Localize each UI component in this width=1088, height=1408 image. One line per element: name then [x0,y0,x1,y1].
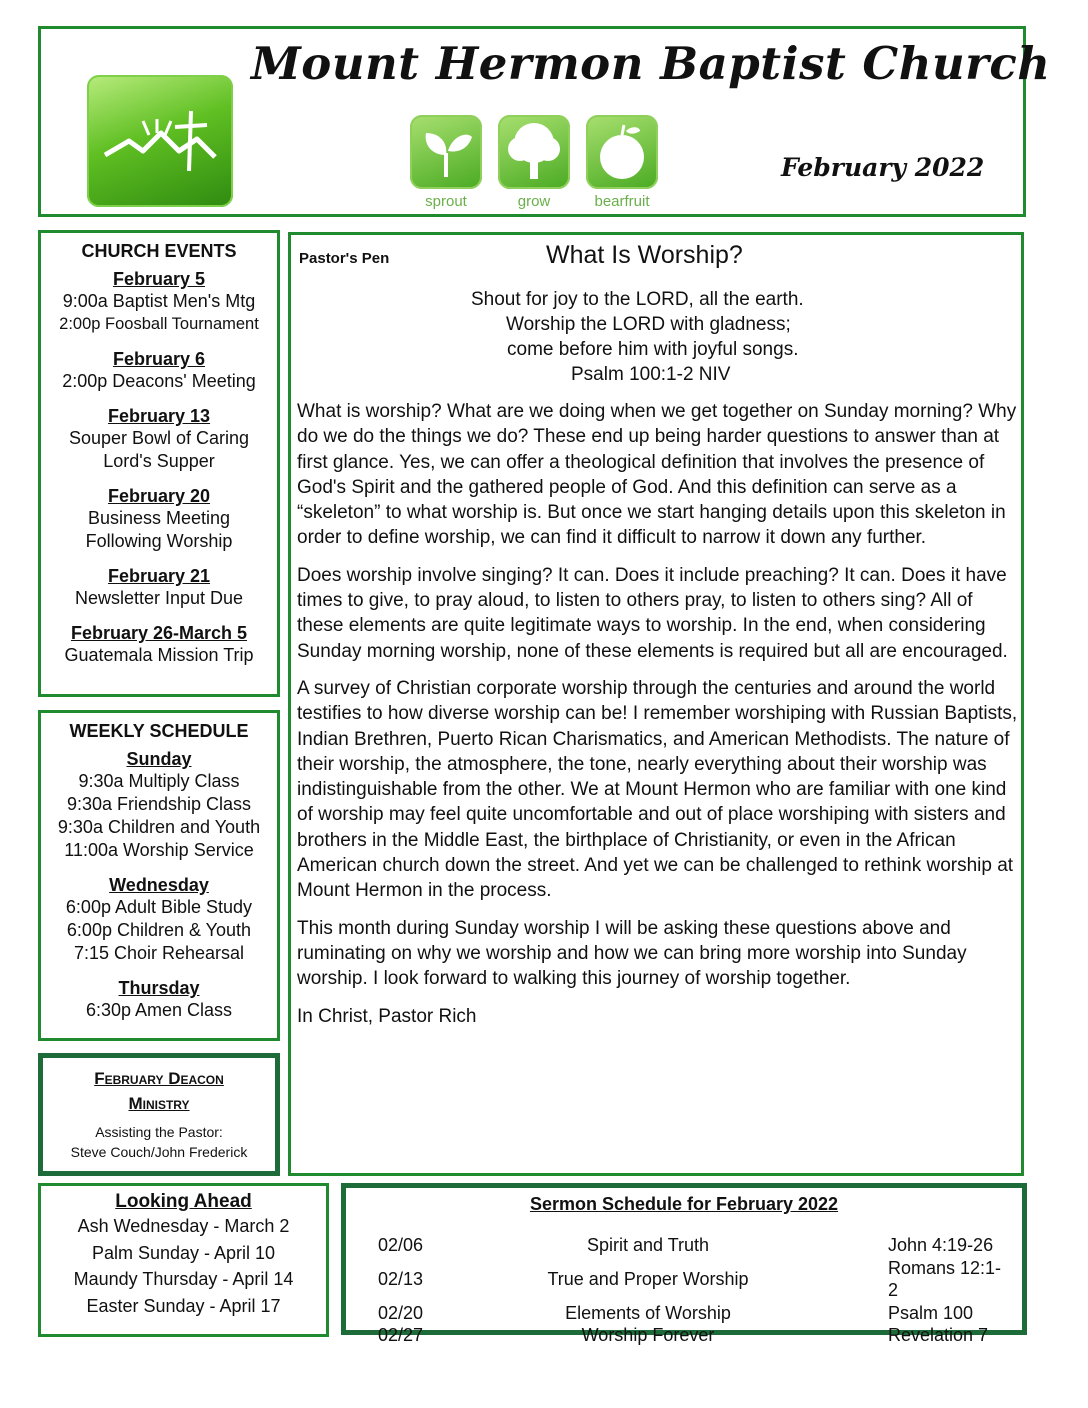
deacon-ministry-panel [38,1053,280,1176]
event-item: 9:00a Baptist Men's Mtg [62,291,256,311]
weekly-schedule-panel [38,710,280,1041]
schedule-item: 11:00a Worship Service [64,840,254,860]
article-paragraph: What is worship? What are we doing when we get together on Sunday morning? Why do we do the things we do? These end up being harder questions to answer than at first glance. Yes, we can offer a theological definition that involves the presence of God's Spirit and the gathered people of God. And this definition can serve as a “skeleton” to what worship is. But once we start hanging details upon this skeleton in order to define worship, we can find it difficult to narrow it down any further. [297,401,1017,549]
verse-reference: Psalm 100:1-2 NIV [571,364,731,385]
table-row [378,1324,1006,1347]
sermon-schedule-title: Sermon Schedule for February 2022 [529,1194,839,1214]
event-date: February 26-March 5 [70,623,248,643]
badge-label-grow: grow [517,193,551,210]
church-logo [87,75,233,207]
newsletter-header [38,26,1051,217]
weekly-schedule-title: WEEKLY SCHEDULE [69,721,249,741]
verse-line: come before him with joyful songs. [507,339,799,360]
looking-ahead-item: Easter Sunday - April 17 [86,1295,281,1316]
sermon-date: 02/13 [378,1268,424,1289]
article-paragraph: A survey of Christian corporate worship through the centuries and around the world testifies to how diverse worship can be! I remember worshiping with Russian Baptists, Indian Brethren, Puerto Rican Charismatics, and American Methodists. The nature of their worship, the atmosphere, the tone, nearly everything about their worship was indistinguishable from the other. We at Mount Hermon who are familiar with one kind of worship may feel quite uncomfortable and out of place worshiping with sisters and brothers in the Middle East, the birthplace of Christianity, or even in the African American church down the street. And yet we can be challenged to rethink worship at Mount Hermon in the process. [297,677,1018,902]
sermon-reference: Psalm 100 [888,1302,974,1323]
sermon-schedule-panel [341,1183,1027,1345]
badge-label-sprout: sprout [425,193,467,210]
church-name: Mount Hermon Baptist Church [251,37,1051,90]
event-item: Guatemala Mission Trip [64,645,254,665]
schedule-item: 6:00p Children & Youth [66,920,252,940]
schedule-item: 9:30a Multiply Class [78,771,240,791]
mountain-cross-icon [87,75,233,207]
schedule-item: 9:30a Friendship Class [66,794,252,814]
event-date: February 13 [107,406,211,426]
article-signature: In Christ, Pastor Rich [297,1005,477,1027]
sermon-table [378,1234,1006,1347]
schedule-day: Sunday [126,749,192,769]
looking-ahead-item: Ash Wednesday - March 2 [77,1216,290,1236]
sermon-date: 02/06 [378,1235,424,1255]
event-group [41,405,277,473]
schedule-item: 6:00p Adult Bible Study [65,897,253,917]
schedule-item: 7:15 Choir Rehearsal [73,943,245,963]
pastors-pen-label: Pastor's Pen [299,250,390,267]
article-paragraph: Does worship involve singing? It can. Does it include preaching? It can. Does it have times to give, to pray aloud, to listen to others pray, to listen to others sing? All of these elements are quite legitimate ways to worship. In the end, when considering Sunday morning worship, none of these elements is required but all are encouraged. [297,564,1008,662]
tree-icon [498,115,570,189]
event-date: February 6 [112,349,206,369]
sermon-title: Worship Forever [581,1325,715,1345]
sermon-title: Spirit and Truth [586,1235,710,1255]
event-item: Newsletter Input Due [74,588,244,608]
table-row [378,1257,1006,1302]
schedule-day-group [41,874,277,965]
sermon-title: Elements of Worship [565,1302,731,1323]
looking-ahead-panel [38,1183,329,1337]
schedule-item: 6:30p Amen Class [85,1000,233,1020]
schedule-day: Thursday [118,978,200,998]
verse-line: Shout for joy to the LORD, all the earth. [471,289,804,310]
sermon-date: 02/27 [378,1325,424,1345]
event-group [41,348,277,393]
event-item: 2:00p Deacons' Meeting [62,371,256,391]
event-group [41,622,277,667]
event-group [41,268,277,336]
schedule-day: Wednesday [109,875,209,895]
sermon-reference: Revelation 7 [888,1325,989,1345]
scripture-verse [291,287,1027,387]
event-group [41,565,277,610]
pastors-pen-article [288,232,1024,1176]
sprout-icon [410,115,482,189]
article-title: What Is Worship? [546,241,743,269]
deacon-title-line2: Ministry [128,1094,190,1113]
apple-icon [586,115,658,189]
deacon-role: Assisting the Pastor: [95,1124,223,1140]
table-row [378,1302,1006,1325]
schedule-day-group [41,977,277,1022]
event-item: Business Meeting [87,508,231,528]
church-events-title: CHURCH EVENTS [81,241,237,261]
looking-ahead-item: Palm Sunday - April 10 [91,1242,276,1263]
event-item: 2:00p Foosball Tournament [59,315,259,333]
event-date: February 20 [107,486,211,506]
schedule-day-group [41,748,277,862]
sermon-reference: Romans 12:1-2 [888,1257,1002,1300]
church-events-panel [38,230,280,697]
sermon-title: True and Proper Worship [547,1268,749,1289]
event-date: February 21 [107,566,211,586]
sermon-date: 02/20 [378,1302,424,1323]
table-row [378,1234,1006,1257]
event-item: Lord's Supper [103,451,215,471]
article-body [297,399,1019,1041]
looking-ahead-item: Maundy Thursday - April 14 [73,1269,294,1289]
verse-line: Worship the LORD with gladness; [506,314,791,335]
sermon-reference: John 4:19-26 [888,1235,994,1255]
event-item: Following Worship [85,531,233,551]
event-date: February 5 [112,269,206,289]
event-group [41,485,277,553]
event-item: Souper Bowl of Caring [68,428,250,448]
deacon-names: Steve Couch/John Frederick [70,1144,248,1160]
article-paragraph: This month during Sunday worship I will be asking these questions above and ruminating on why we worship and how we can bring more worship into Sunday worship. I look forward to walking this journey of worship together. [297,917,967,990]
issue-date: February 2022 [781,153,985,182]
deacon-title-line1: February Deacon [94,1069,224,1088]
looking-ahead-title: Looking Ahead [115,1191,252,1212]
schedule-item: 9:30a Children and Youth [57,817,261,837]
badge-label-bearfruit: bearfruit [594,193,650,210]
